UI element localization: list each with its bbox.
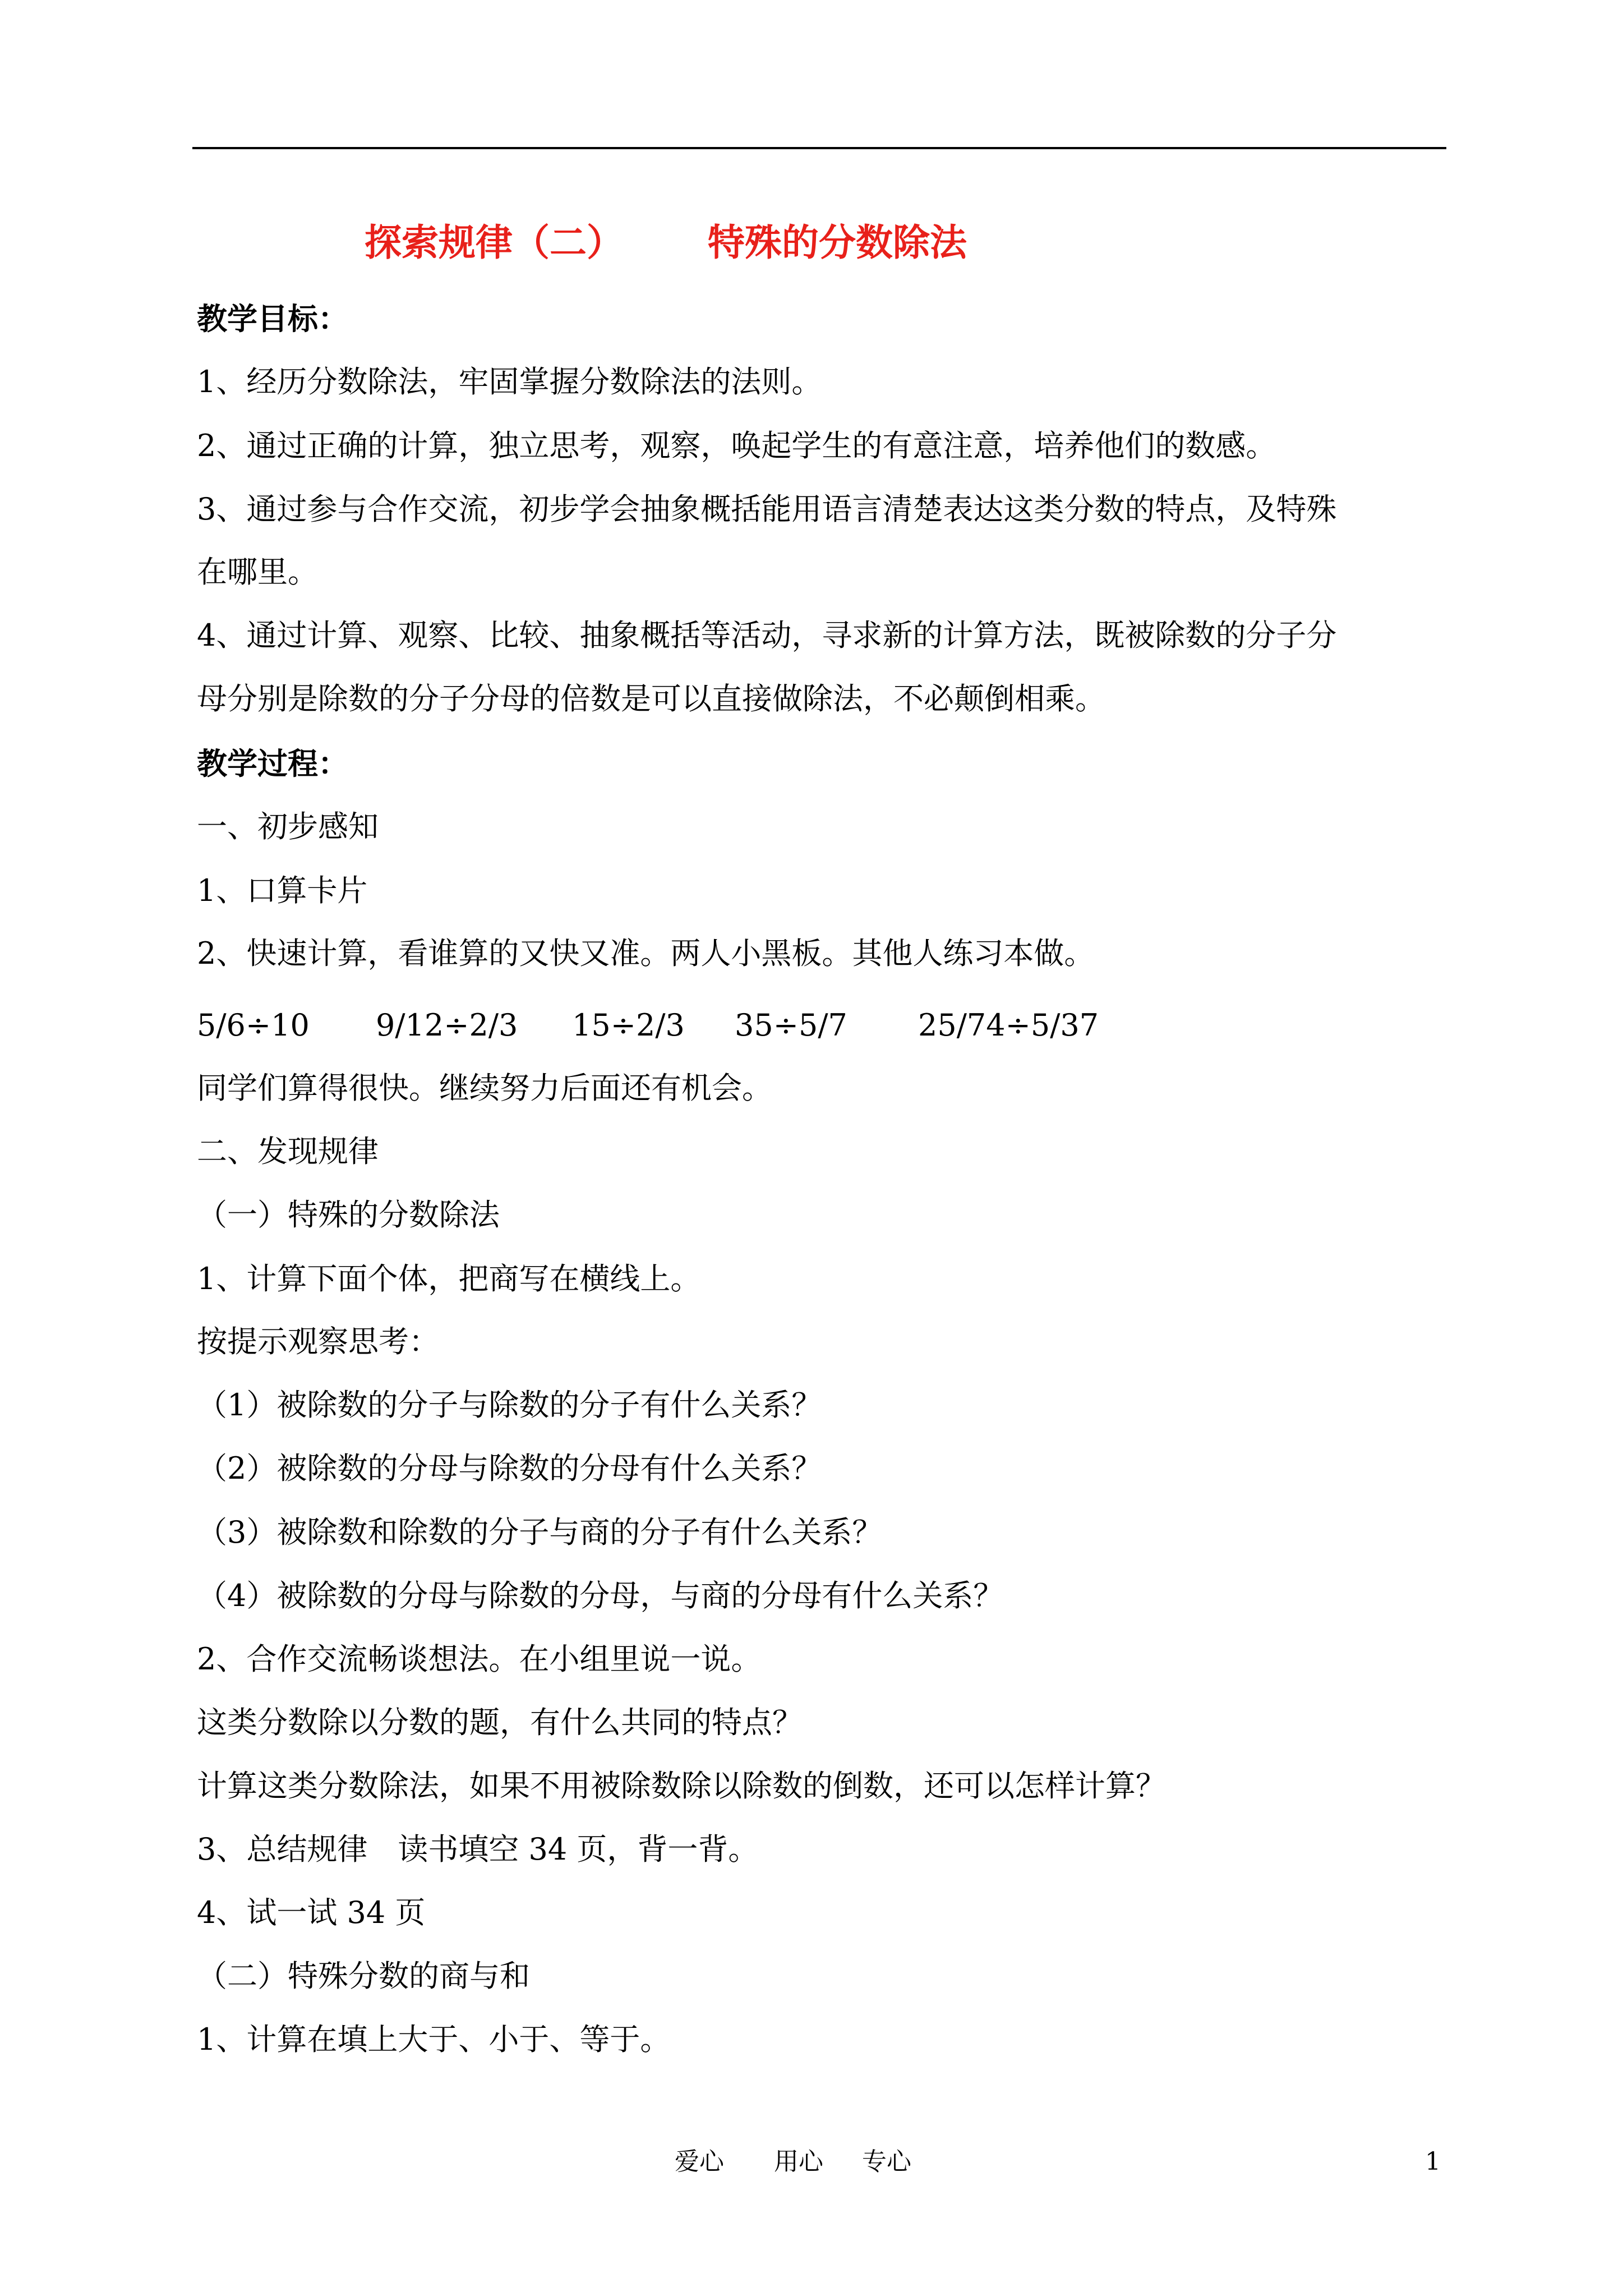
title-part-2: 特殊的分数除法 <box>708 220 967 264</box>
equation-item: 35÷5/7 <box>735 1007 847 1043</box>
footer-text-1: 爱心 <box>675 2147 724 2176</box>
equation-item: 9/12÷2/3 <box>376 1007 518 1043</box>
question-3: （3）被除数和除数的分子与商的分子有什么关系？ <box>197 1515 883 1550</box>
footer-text-2: 用心 <box>774 2147 823 2176</box>
step-quick-calc: 2、快速计算，看谁算的又快又准。两人小黑板。其他人练习本做。 <box>197 936 1095 971</box>
step-compare: 1、计算在填上大于、小于、等于。 <box>197 2022 671 2057</box>
section-heading-process: 教学过程： <box>197 746 348 781</box>
step-try: 4、试一试 34 页 <box>197 1895 426 1930</box>
question-2: （2）被除数的分母与除数的分母有什么关系？ <box>197 1451 822 1486</box>
discussion-question-2: 计算这类分数除法，如果不用被除数除以除数的倒数，还可以怎样计算？ <box>197 1768 1166 1803</box>
objective-2: 2、通过正确的计算，独立思考，观察，唤起学生的有意注意，培养他们的数感。 <box>197 428 1276 463</box>
step-compute: 1、计算下面个体，把商写在横线上。 <box>197 1261 701 1296</box>
step-summarize: 3、总结规律 读书填空 34 页，背一背。 <box>197 1832 759 1867</box>
step-oral-cards: 1、口算卡片 <box>197 873 368 908</box>
step-discuss: 2、合作交流畅谈想法。在小组里说一说。 <box>197 1641 762 1677</box>
title-part-1: 探索规律（二） <box>365 220 624 264</box>
subsection-quotient-sum: （二）特殊分数的商与和 <box>197 1958 530 1994</box>
objective-4-continued: 母分别是除数的分子分母的倍数是可以直接做除法，不必颠倒相乘。 <box>197 681 1105 716</box>
encouragement-text: 同学们算得很快。继续努力后面还有机会。 <box>197 1070 772 1106</box>
page-number: 1 <box>1425 2147 1441 2176</box>
footer-text-3: 专心 <box>862 2147 911 2176</box>
question-4: （4）被除数的分母与除数的分母，与商的分母有什么关系？ <box>197 1578 1004 1613</box>
objective-3: 3、通过参与合作交流，初步学会抽象概括能用语言清楚表达这类分数的特点，及特殊 <box>197 491 1337 527</box>
objective-4: 4、通过计算、观察、比较、抽象概括等活动，寻求新的计算方法，既被除数的分子分 <box>197 618 1337 653</box>
objective-1: 1、经历分数除法，牢固掌握分数除法的法则。 <box>197 364 822 399</box>
equation-item: 25/74÷5/37 <box>918 1007 1099 1043</box>
header-rule <box>192 147 1446 149</box>
part-two-heading: 二、发现规律 <box>197 1134 379 1169</box>
equation-item: 5/6÷10 <box>197 1007 310 1043</box>
part-one-heading: 一、初步感知 <box>197 809 379 844</box>
section-heading-objectives: 教学目标： <box>197 301 348 337</box>
equation-item: 15÷2/3 <box>572 1007 685 1043</box>
subsection-special-division: （一）特殊的分数除法 <box>197 1197 500 1232</box>
question-1: （1）被除数的分子与除数的分子有什么关系？ <box>197 1387 822 1423</box>
observe-prompt: 按提示观察思考： <box>197 1324 439 1359</box>
page-title <box>0 214 1623 270</box>
discussion-question-1: 这类分数除以分数的题，有什么共同的特点？ <box>197 1705 803 1740</box>
objective-3-continued: 在哪里。 <box>197 554 318 590</box>
